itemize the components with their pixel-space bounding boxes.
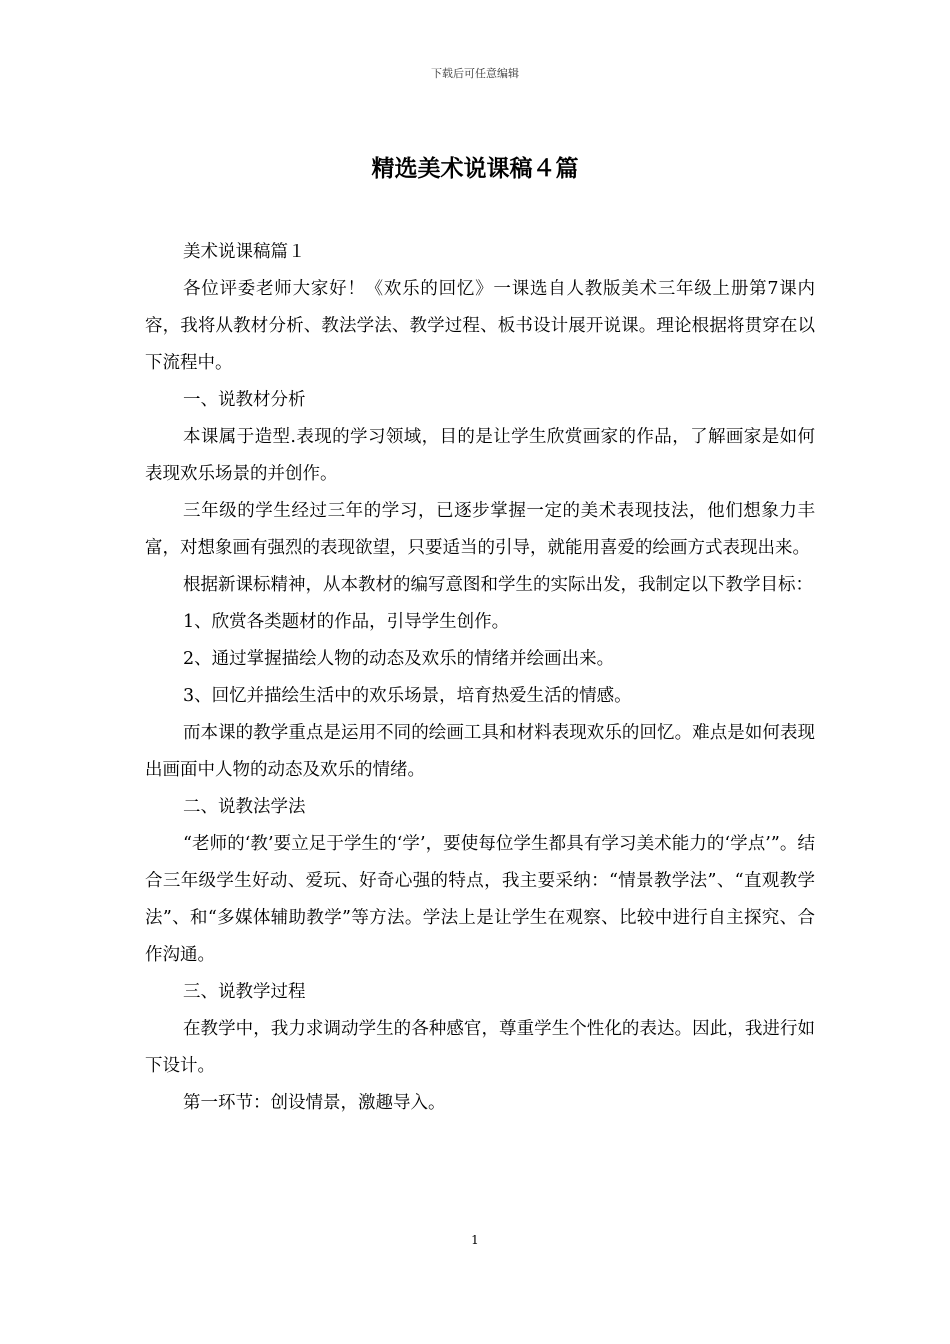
paragraph: 三年级的学生经过三年的学习，已逐步掌握一定的美术表现技法，他们想象力丰富，对想象画有强烈的表现欲望，只要适当的引导，就能用喜爱的绘画方式表现出来。 (145, 501, 815, 558)
section-heading: 美术说课稿篇１ (183, 242, 306, 262)
paragraph: 第一环节：创设情景，激趣导入。 (183, 1093, 446, 1113)
page-number: 1 (471, 1233, 479, 1247)
paragraph: “老师的‘教’要立足于学生的‘学’，要使每位学生都具有学习美术能力的‘学点’”。结合三年级学生好动、爱玩、好奇心强的特点，我主要采纳：“情景教学法”、“直观教学法”、和“多媒体辅助教学”等方法。学法上是让学生在观察、比较中进行自主探究、合作沟通。 (145, 834, 815, 965)
paragraph: 而本课的教学重点是运用不同的绘画工具和材料表现欢乐的回忆。难点是如何表现出画面中人物的动态及欢乐的情绪。 (145, 723, 815, 780)
section-heading: 二、说教法学法 (183, 797, 306, 817)
paragraph: 在教学中，我力求调动学生的各种感官，尊重学生个性化的表达。因此，我进行如下设计。 (145, 1019, 815, 1076)
section-heading: 三、说教学过程 (183, 982, 306, 1002)
list-item: 3、回忆并描绘生活中的欢乐场景，培育热爱生活的情感。 (183, 686, 632, 706)
list-item: 1、欣赏各类题材的作品，引导学生创作。 (183, 612, 510, 632)
list-item: 2、通过掌握描绘人物的动态及欢乐的情绪并绘画出来。 (183, 649, 615, 669)
section-heading: 一、说教材分析 (183, 390, 306, 410)
paragraph: 根据新课标精神，从本教材的编写意图和学生的实际出发，我制定以下教学目标： (183, 575, 813, 595)
paragraph: 各位评委老师大家好！《欢乐的回忆》一课选自人教版美术三年级上册第7课内容，我将从教材分析、教法学法、教学过程、板书设计展开说课。理论根据将贯穿在以下流程中。 (145, 279, 815, 373)
page-header-note: 下载后可任意编辑 (431, 67, 519, 80)
document-body (145, 234, 815, 1122)
document-title: 精选美术说课稿４篇 (371, 156, 579, 182)
paragraph: 本课属于造型.表现的学习领域，目的是让学生欣赏画家的作品，了解画家是如何表现欢乐场景的并创作。 (145, 427, 815, 484)
